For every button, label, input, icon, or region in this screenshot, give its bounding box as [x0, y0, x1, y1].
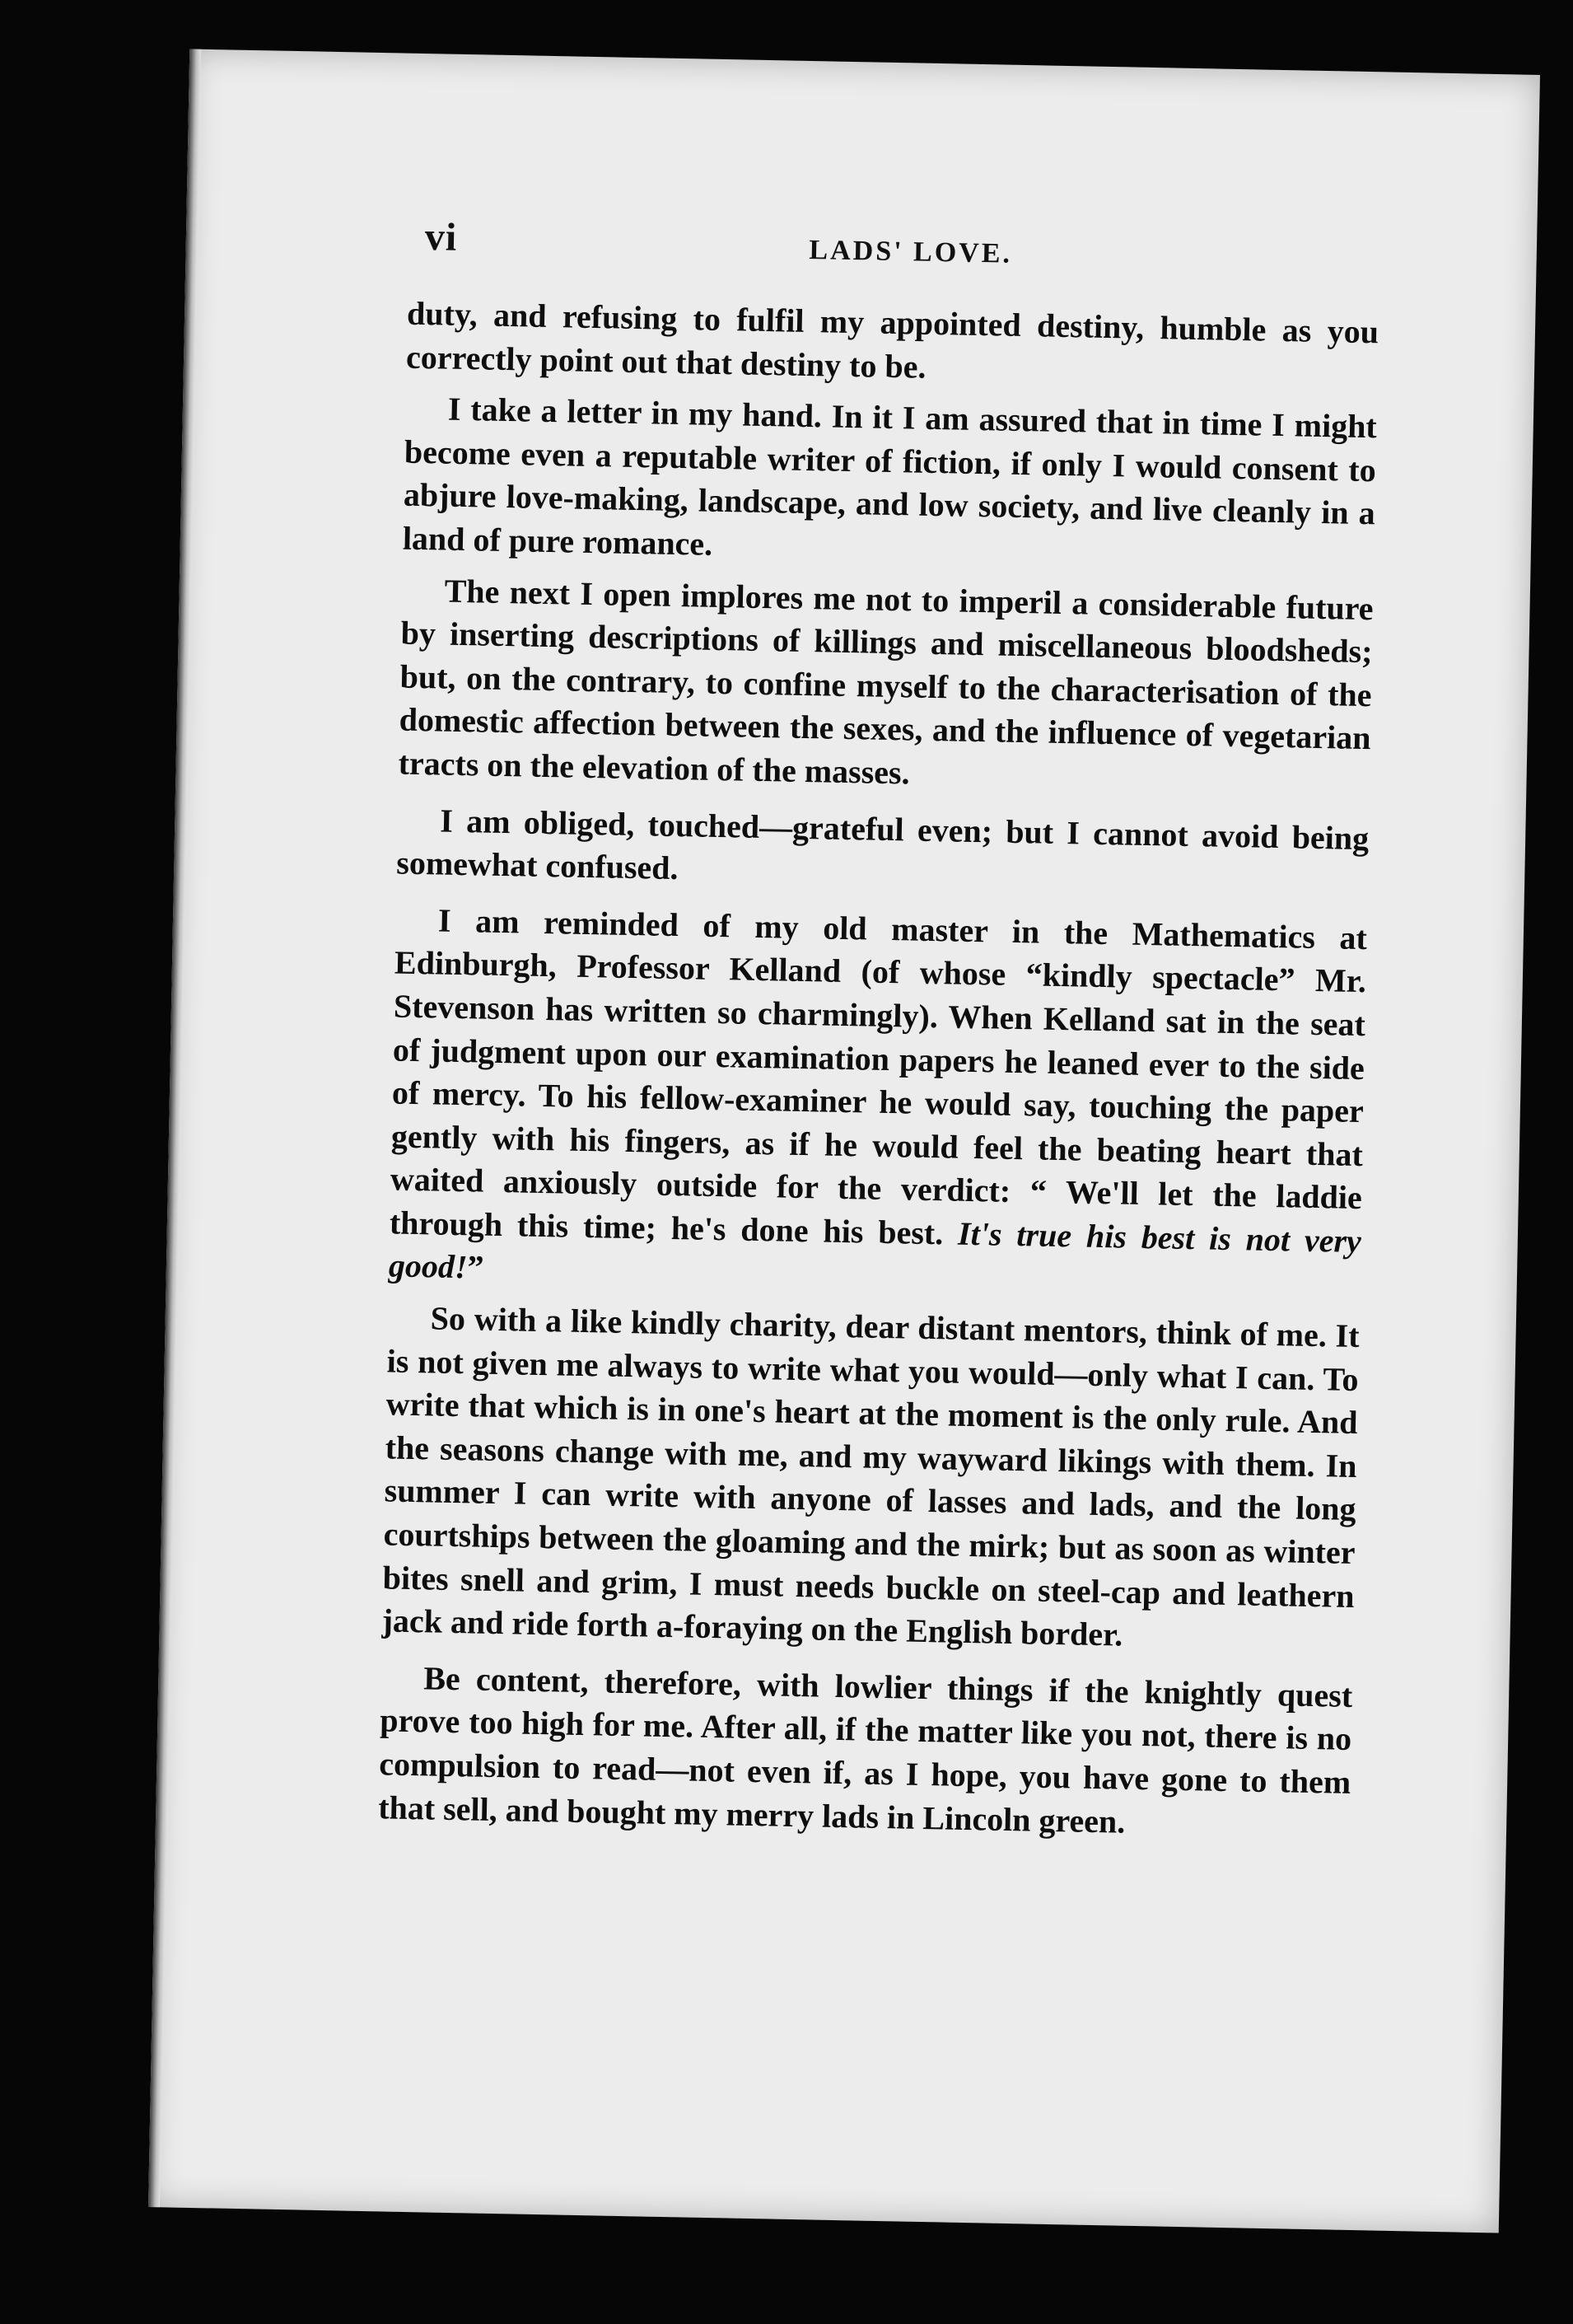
paragraph-6: So with a like kindly charity, dear distant mentors, think of me. It is not given me always to write what you would—only what I can. To write that which is in one's heart at the moment is the only rule. And the seasons change with me, and my wayward likings with them. In summer I can write with anyone of lasses and lads, and the long courtships between the gloaming and the mirk; but as soon as winter bites snell and grim, I must needs buckle on steel-cap and leathern jack and ride forth a-foraying on the English border.: [381, 1299, 1361, 1653]
page-header: [424, 215, 1397, 291]
paragraph-7: Be content, therefore, with lowlier things if the knightly quest prove too high for me. After all, if the matter like you not, there is no compulsion to read—not even if, as I hope, you have gone to them that sell, and bought my merry lads in Lincoln green.: [377, 1659, 1353, 1840]
paragraph-1: duty, and refusing to fulfil my appointed destiny, humble as you correctly point out that destiny to be.: [405, 294, 1379, 386]
book-page: [148, 49, 1540, 2233]
page-number: vi: [424, 215, 458, 260]
paragraph-5-text: I am reminded of my old master in the Mathematics at Edinburgh, Professor Kelland (of whose “kindly spectacle” Mr. Stevenson has written so charmingly). When Kelland sat in the seat of judgment upon our examination papers he leaned ever to the side of mercy. To his fellow-examiner he would say, touching the paper gently with his fingers, as if he would feel the beating heart that waited anxiously outside for the verdict: “ We'll let the laddie through this time; he's done his best.: [389, 901, 1368, 1252]
paragraph-2: I take a letter in my hand. In it I am assured that in time I might become even a reputable writer of fiction, if only I would consent to abjure love-making, landscape, and low society, and live cleanly in a land of pure romance.: [402, 390, 1378, 563]
paragraph-5-closing-quote: ”: [467, 1248, 484, 1287]
paragraph-5-italic: It's true his best is not very good!: [388, 1214, 1362, 1286]
running-title: LADS' LOVE.: [809, 234, 1013, 269]
paragraph-5: [388, 898, 1367, 1307]
paragraph-3: The next I open implores me not to imperil a considerable future by inserting descriptions of killings and miscellaneous bloodsheds; but, on the contrary, to confine myself to the characterisation of the domestic affection between the sexes, and the influence of vegetarian tracts on the elevation of the masses.: [398, 572, 1374, 792]
paragraph-4: I am obliged, touched—grateful even; but I cannot avoid being somewhat confused.: [395, 802, 1370, 887]
body-text: [378, 292, 1379, 1856]
